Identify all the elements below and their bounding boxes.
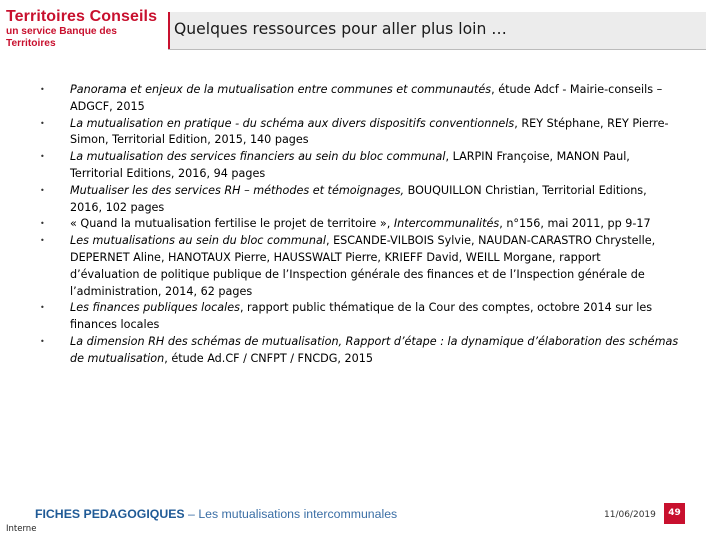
resource-item <box>40 183 690 217</box>
resource-line <box>70 116 690 133</box>
resource-line <box>70 166 690 183</box>
bullet-icon: • <box>40 118 45 128</box>
resource-line <box>70 183 690 200</box>
resource-line <box>70 351 690 368</box>
resource-line <box>70 334 690 351</box>
resource-line <box>70 82 690 99</box>
footer-series: FICHES PEDAGOGIQUES <box>35 507 185 521</box>
resource-line <box>70 284 690 301</box>
footer-caption <box>35 507 397 521</box>
bullet-icon: • <box>40 85 45 94</box>
resource-line <box>70 200 690 217</box>
resource-text: , LARPIN Françoise, MANON Paul, <box>445 150 630 164</box>
bullet-icon: • <box>40 336 45 346</box>
resource-text: « Quand la mutualisation fertilise le projet de territoire », <box>70 217 394 231</box>
resource-text: ADGCF, 2015 <box>70 99 145 113</box>
resource-item <box>40 82 690 116</box>
resource-line <box>70 250 690 267</box>
resource-item <box>40 116 690 150</box>
slide-title-banner <box>168 12 706 50</box>
resource-list <box>40 82 690 368</box>
bullet-icon: • <box>40 219 45 229</box>
slide-date: 11/06/2019 <box>604 510 656 520</box>
territoires-conseils-logo <box>6 8 166 50</box>
resource-text: La dimension RH des schémas de mutualisation, Rapport d’étape : la dynamique d’élaboration des schémas <box>70 334 679 348</box>
resource-item <box>40 300 690 334</box>
resource-text: d’évaluation de politique publique de l’Inspection générale des finances et de l’Inspection générale de <box>70 267 645 281</box>
resource-text: Panorama et enjeux de la mutualisation entre communes et communautés <box>70 83 492 96</box>
resource-text: La mutualisation des services financiers au sein du bloc communal <box>70 150 446 164</box>
bullet-icon: • <box>40 303 45 313</box>
resource-text: BOUQUILLON Christian, Territorial Editions, <box>404 183 647 197</box>
resource-line <box>70 233 690 250</box>
resource-text: Les finances publiques locales <box>70 301 240 315</box>
logo-name: Territoires Conseils <box>6 8 158 25</box>
resource-text: Territorial Editions, 2016, 94 pages <box>70 166 266 180</box>
resource-line <box>70 317 690 334</box>
bullet-icon: • <box>40 185 45 195</box>
resource-text: , n°156, mai 2011, pp 9-17 <box>499 217 651 231</box>
resource-item <box>40 216 690 233</box>
resource-line <box>70 216 690 233</box>
resource-text: de mutualisation <box>70 351 165 365</box>
resource-item <box>40 334 690 368</box>
resource-text: 2016, 102 pages <box>70 200 165 214</box>
resource-item <box>40 233 690 300</box>
resource-text: Simon, Territorial Edition, 2015, 140 pages <box>70 133 309 147</box>
resource-line <box>70 149 690 166</box>
resource-text: Les mutualisations au sein du bloc communal <box>70 234 326 248</box>
resource-text: , rapport public thématique de la Cour des comptes, octobre 2014 sur les <box>239 301 653 315</box>
page-number-badge: 49 <box>664 503 685 524</box>
resource-line <box>70 99 690 116</box>
resource-line <box>70 267 690 284</box>
resource-text: finances locales <box>70 318 160 332</box>
resource-text: , étude Adcf - Mairie-conseils – <box>491 83 663 96</box>
resource-line <box>70 300 690 317</box>
resource-text: , REY Stéphane, REY Pierre- <box>514 116 669 130</box>
resource-item <box>40 149 690 183</box>
resource-text: Mutualiser les des services RH – méthodes et témoignages, <box>70 183 405 197</box>
slide-title: Quelques ressources pour aller plus loin … <box>174 20 507 38</box>
resource-text: La mutualisation en pratique - du schéma aux divers dispositifs conventionnels <box>70 116 515 130</box>
bullet-icon: • <box>40 152 45 162</box>
resource-text: Intercommunalités <box>393 217 500 231</box>
logo-tagline: un service Banque des Territoires <box>6 26 117 49</box>
resource-text: DEPERNET Aline, HANOTAUX Pierre, HAUSSWALT Pierre, KRIEFF David, WEILL Morgane, rapport <box>70 250 601 264</box>
resource-text: l’administration, 2014, 62 pages <box>70 284 253 298</box>
resource-text: , ESCANDE-VILBOIS Sylvie, NAUDAN-CARASTRO Chrystelle, <box>325 234 656 248</box>
bullet-icon: • <box>40 236 45 246</box>
resource-line <box>70 132 690 149</box>
resource-text: , étude Ad.CF / CNFPT / FNCDG, 2015 <box>164 351 374 365</box>
title-accent-bar <box>168 12 170 49</box>
classification-label: Interne <box>6 524 37 534</box>
footer-subtitle: – Les mutualisations intercommunales <box>184 507 398 521</box>
